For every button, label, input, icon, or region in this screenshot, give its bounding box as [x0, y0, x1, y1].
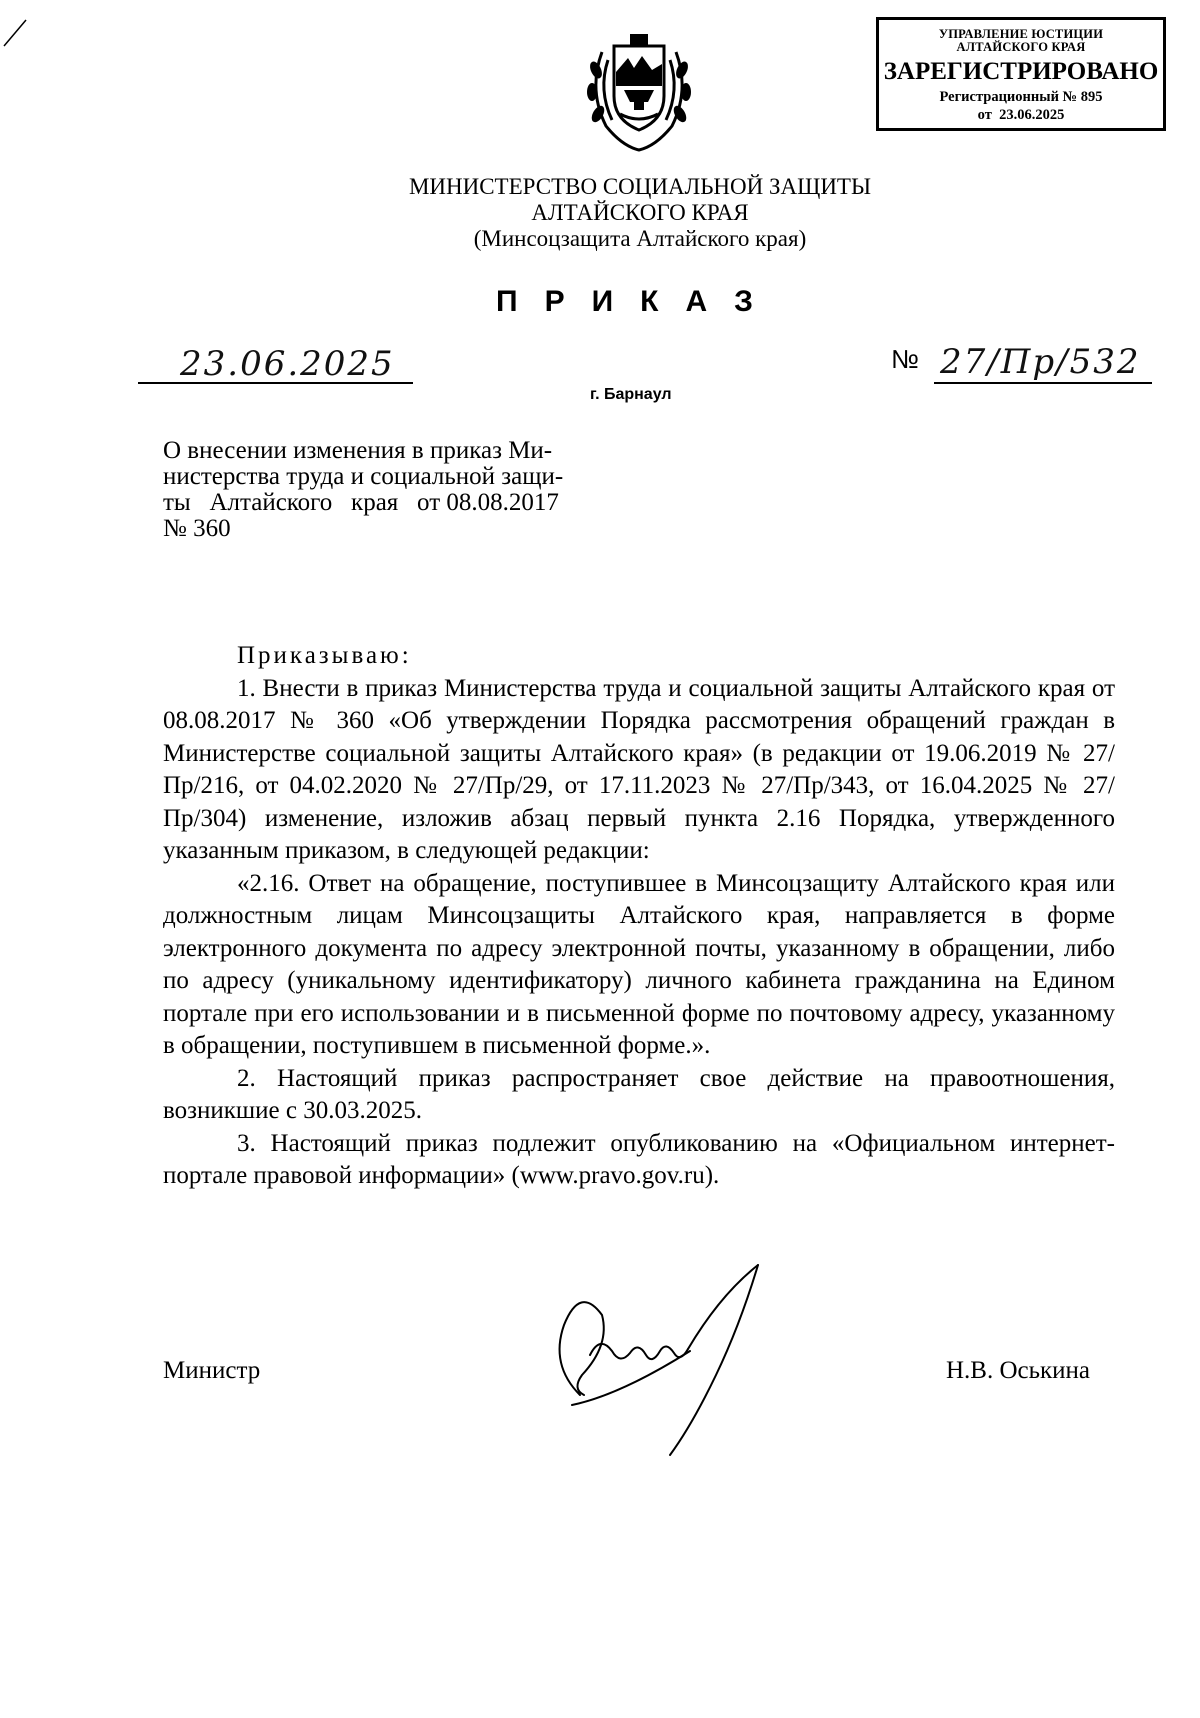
- scan-mark: [2, 18, 32, 48]
- ministry-short-name: (Минсоцзащита Алтайского края): [473, 226, 807, 251]
- subject-line: нистерства труда и социальной защи-: [163, 463, 564, 490]
- stamp-reg-date: от 23.06.2025: [977, 107, 1065, 123]
- number-label: №: [891, 344, 919, 374]
- orders-word: Приказываю:: [237, 642, 412, 669]
- registration-stamp: [876, 17, 1166, 131]
- paragraph-2: 2. Настоящий приказ распространяет свое действие на правоотношения, возникшие с 30.03.2025.: [163, 1064, 1115, 1124]
- stamp-reg-number: Регистрационный № 895: [939, 89, 1103, 105]
- order-subject: [163, 438, 641, 542]
- ministry-name-line2: АЛТАЙСКОГО КРАЯ: [531, 200, 749, 225]
- subject-line: О внесении изменения в приказ Ми-: [163, 437, 553, 464]
- subject-line: ты Алтайского края от 08.08.2017: [163, 489, 559, 516]
- document-date: [138, 344, 413, 384]
- signatory-name: Н.В. Оськина: [946, 1357, 1091, 1384]
- city: г. Барнаул: [590, 386, 672, 403]
- document-type-title: ПРИКАЗ: [496, 285, 780, 318]
- stamp-org-line1: УПРАВЛЕНИЕ ЮСТИЦИИ: [938, 27, 1104, 41]
- paragraph-3: 3. Настоящий приказ подлежит опубликованию на «Официальном интернет-портале правовой информации» (www.pravo.gov.ru).: [163, 1129, 1115, 1189]
- subject-line: № 360: [163, 515, 231, 542]
- stamp-status: ЗАРЕГИСТРИРОВАНО: [883, 58, 1159, 85]
- paragraph-1: 1. Внести в приказ Министерства труда и социальной защиты Алтайского края от 08.08.2017 № 360 «Об утверждении Порядка рассмотрения обращений граждан в Министерстве социальной защиты Алтайского края» (в редакции от 19.06.2019 № 27/Пр/216, от 04.02.2020 № 27/Пр/29, от 17.11.2023 № 27/Пр/343, от 16.04.2025 № 27/Пр/304) изменение, изложив абзац первый пункта 2.16 Порядка, утвержденного указанным приказом, в следующей редакции:: [163, 674, 1115, 864]
- handwritten-signature: [520, 1255, 780, 1465]
- signatory-role: Министр: [163, 1357, 261, 1384]
- number-handwritten: 27/Пр/532: [940, 342, 1141, 382]
- stamp-org-line2: АЛТАЙСКОГО КРАЯ: [956, 40, 1086, 54]
- coat-of-arms-emblem: [582, 30, 696, 154]
- order-body: [163, 640, 1115, 1193]
- ministry-header: [0, 174, 1200, 252]
- document-number: [934, 342, 1152, 384]
- paragraph-quote: «2.16. Ответ на обращение, поступившее в Минсоцзащиту Алтайского края или должностным лицам Минсоцзащиты Алтайского края, направляется в форме электронного документа по адресу электронной почты, указанному в обращении, либо по адресу (уникальному идентификатору) личного кабинета гражданина на Едином портале при его использовании и в письменной форме по почтовому адресу, указанному в обращении, поступившем в письменной форме.».: [163, 869, 1115, 1059]
- date-handwritten: 23.06.2025: [180, 344, 395, 384]
- ministry-name-line1: МИНИСТЕРСТВО СОЦИАЛЬНОЙ ЗАЩИТЫ: [408, 174, 872, 199]
